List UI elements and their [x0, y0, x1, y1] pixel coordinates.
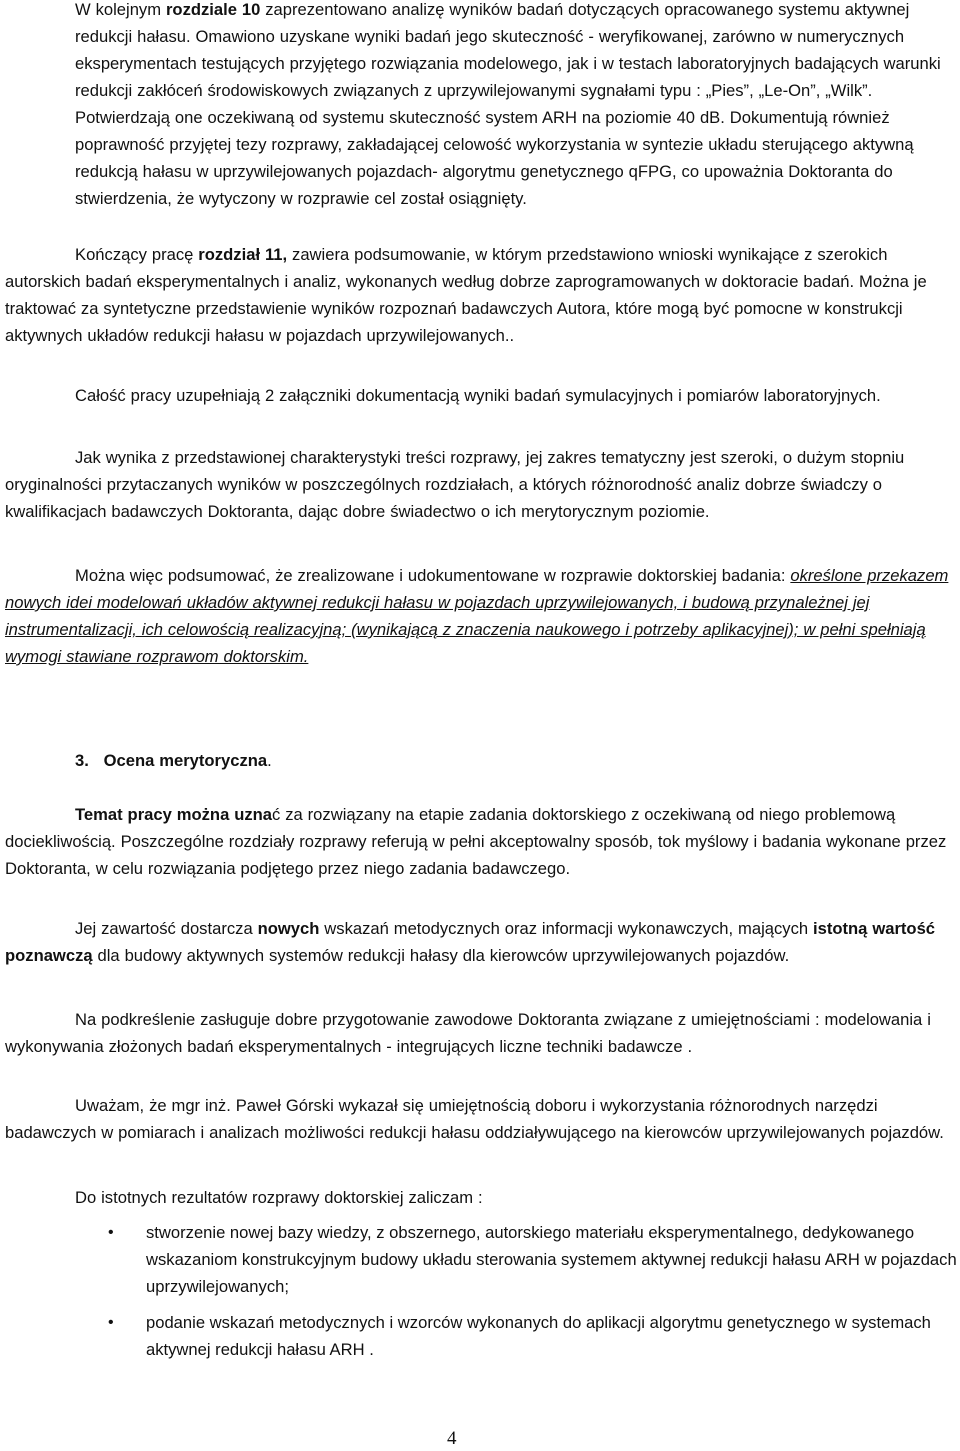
paragraph-skills: Uważam, że mgr inż. Paweł Górski wykazał się umiejętnością doboru i wykorzystania różnorodnych narzędzi badawczych w pomiarach i analizach możliwości redukcji hałasu oddziaływującego na kierowców uprzywilejowanych pojazdów.: [5, 1096, 944, 1142]
paragraph-chapter-11: Kończący pracę rozdział 11, zawiera podsumowanie, w którym przedstawiono wnioski wynikające z szerokich autorskich badań eksperymentalnych i analiz, wykonanych według dobrze zaprogramowanych w doktoracie badań. Można je traktować za syntetyczne przedstawienie wyników rozpoznań badawczych Autora, które mogą być pomocne w konstrukcji aktywnych układów redukcji hałasu w pojazdach uprzywilejowanych..: [5, 245, 927, 345]
results-list: [5, 1219, 957, 1363]
chapter-10-label: rozdziale 10: [165, 0, 261, 19]
paragraph-conclusion: Można więc podsumować, że zrealizowane i udokumentowane w rozprawie doktorskiej badania: określone przekazem nowych idei modelowań układów aktywnej redukcji hałasu w pojazdach uprzywilejowanych, i budową przynależnej jej instrumentalizacji, ich celowością realizacyjną; (wynikającą z znaczenia naukowego i potrzeby aplikacyjnej); w pełni spełniają wymogi stawiane rozprawom doktorskim.: [5, 566, 949, 666]
bullet-icon: •: [108, 1314, 114, 1331]
paragraph-scope-summary: Jak wynika z przedstawionej charakterystyki treści rozprawy, jej zakres tematyczny jest szeroki, o dużym stopniu oryginalności przytaczanych wyników w poszczególnych rozdziałach, a których różnorodność analiz dobrze świadczy o kwalifikacjach badawczych Doktoranta, dając dobre świadectwo o ich merytorycznym poziomie.: [5, 448, 905, 521]
list-item: • podanie wskazań metodycznych i wzorców wykonanych do aplikacji algorytmu genetycznego w systemach aktywnej redukcji hałasu ARH .: [5, 1309, 957, 1363]
paragraph-appendices: Całość pracy uzupełniają 2 załączniki dokumentacją wyniki badań symulacyjnych i pomiarów laboratoryjnych.: [75, 386, 881, 405]
paragraph-topic: Temat pracy można uznać za rozwiązany na etapie zadania doktorskiego z oczekiwaną od niego problemową dociekliwością. Poszczególne rozdziały rozprawy referują w pełni akceptowalny sposób, tok myślowy i badania wykonane przez Doktoranta, w celu rozwiązania podjętego przez niego zadania badawczego.: [5, 805, 947, 878]
paragraph-chapter-10: W kolejnym rozdziale 10 zaprezentowano analizę wyników badań dotyczących opracowanego systemu aktywnej redukcji hałasu. Omawiono uzyskane wyniki badań jego skuteczność - weryfikowanej, zarówno w numerycznych eksperymentach testujących przyjętego rozwiązania modelowego, jak i w testach laboratoryjnych badających warunki redukcji zakłóceń środowiskowych związanych z uprzywilejowanymi sygnałami typu : „Pies”, „Le-On”, „Wilk”. Potwierdzają one oczekiwaną od systemu skuteczność system ARH na poziomie 40 dB. Dokumentują również poprawność przyjętej tezy rozprawy, zakładającej celowość wykorzystania w syntezie układu sterującego aktywną redukcją hałasu w uprzywilejowanych pojazdach- algorytmu genetycznego qFPG, co upoważnia Doktoranta do stwierdzenia, że wytyczony w rozprawie cel został osiągnięty.: [75, 0, 941, 208]
paragraph-preparation: Na podkreślenie zasługuje dobre przygotowanie zawodowe Doktoranta związane z umiejętnościami : modelowania i wykonywania złożonych badań eksperymentalnych - integrujących liczne techniki badawcze .: [5, 1010, 931, 1056]
page-number: 4: [447, 1428, 457, 1449]
list-item: • stworzenie nowej bazy wiedzy, z obszernego, autorskiego materiału eksperymentalnego, dedykowanego wskazaniom konstrukcyjnym budowy układu sterowania systemem aktywnej redukcji hałasu ARH w pojazdach uprzywilejowanych;: [5, 1219, 957, 1300]
paragraph-content-value: Jej zawartość dostarcza nowych wskazań metodycznych oraz informacji wykonawczych, mających istotną wartość poznawczą dla budowy aktywnych systemów redukcji hałasy dla kierowców uprzywilejowanych pojazdów.: [5, 919, 936, 965]
bullet-icon: •: [108, 1224, 114, 1241]
paragraph-results-intro: Do istotnych rezultatów rozprawy doktorskiej zaliczam :: [75, 1188, 483, 1207]
chapter-11-label: rozdział 11,: [198, 245, 288, 264]
section-heading: 3. Ocena merytoryczna.: [75, 751, 272, 770]
conclusion-underlined: określone przekazem nowych idei modelowań układów aktywnej redukcji hałasu w pojazdach uprzywilejowanych, i budową przynależnej jej instrumentalizacji, ich celowością realizacyjną; (wynikającą z znaczenia naukowego i potrzeby aplikacyjnej); w pełni spełniają wymogi stawiane rozprawom doktorskim.: [5, 566, 949, 666]
